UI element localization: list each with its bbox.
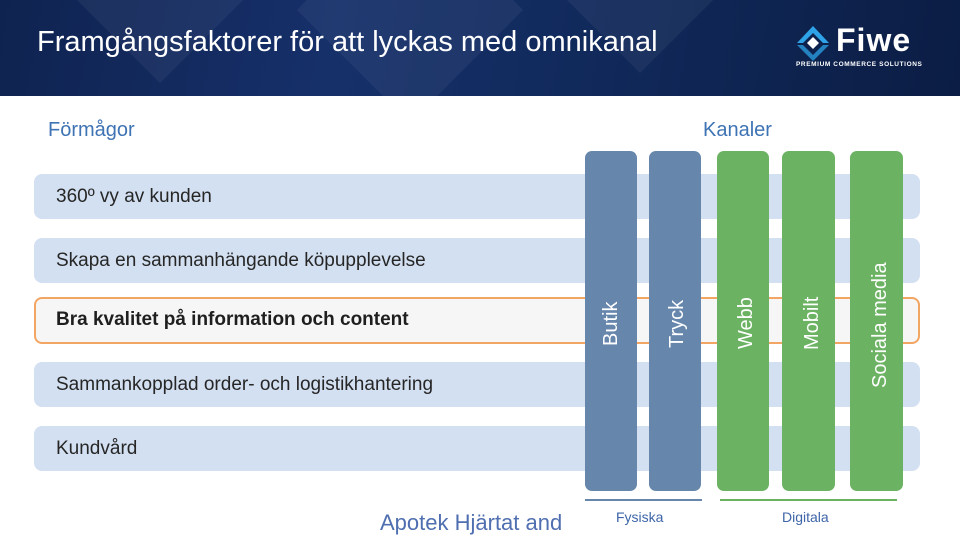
capability-label: Skapa en sammanhängande köpupplevelse: [56, 250, 426, 271]
channel-label: Webb: [735, 297, 757, 349]
physical-group-divider: [585, 499, 702, 501]
capability-label: 360º vy av kunden: [56, 186, 212, 207]
channel-column-butik: [585, 151, 637, 491]
channels-heading: Kanaler: [703, 119, 772, 141]
slide-title: Framgångsfaktorer för att lyckas med omnikanal: [37, 26, 658, 58]
capability-label: Bra kvalitet på information och content: [56, 309, 409, 330]
channel-column-tryck: [649, 151, 701, 491]
bottom-caption: Apotek Hjärtat and: [380, 510, 563, 535]
fiwe-logo: [794, 24, 944, 72]
logo-name: Fiwe: [836, 22, 912, 58]
header-banner: [0, 0, 960, 96]
capability-label: Sammankopplad order- och logistikhantering: [56, 374, 434, 395]
channel-label: Sociala media: [869, 262, 891, 388]
channel-column-sociala-media: [850, 151, 903, 491]
logo-tagline: PREMIUM COMMERCE SOLUTIONS: [796, 61, 923, 68]
physical-group-label: Fysiska: [616, 509, 664, 525]
capability-label: Kundvård: [56, 438, 138, 459]
digital-group-divider: [720, 499, 897, 501]
channel-label: Mobilt: [801, 296, 823, 350]
channel-label: Tryck: [666, 299, 688, 348]
digital-group-label: Digitala: [782, 509, 829, 525]
fiwe-logo-icon: [794, 24, 832, 62]
channel-column-webb: [717, 151, 769, 491]
channel-label: Butik: [600, 301, 622, 346]
capabilities-heading: Förmågor: [48, 119, 135, 141]
channel-column-mobilt: [782, 151, 835, 491]
